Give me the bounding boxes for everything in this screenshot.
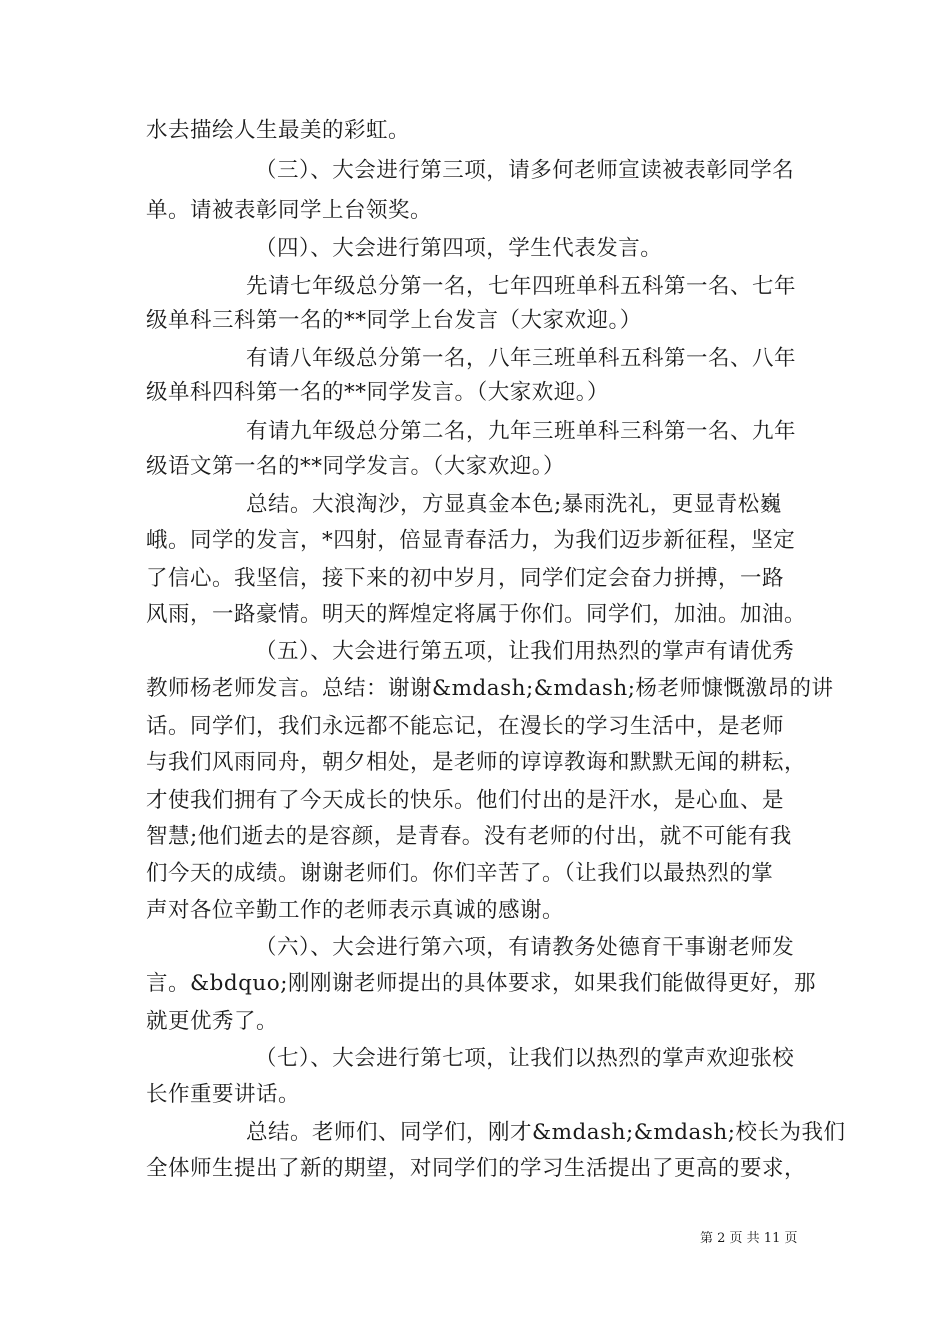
body-line: 有请八年级总分第一名，八年三班单科五科第一名、八年 xyxy=(246,346,797,371)
body-line: 水去描绘人生最美的彩虹。 xyxy=(146,118,411,143)
body-line: 先请七年级总分第一名，七年四班单科五科第一名、七年 xyxy=(246,274,797,299)
body-line: 声对各位辛勤工作的老师表示真诚的感谢。 xyxy=(146,898,565,923)
body-line: 就更优秀了。 xyxy=(146,1009,279,1034)
body-line: 级语文第一名的**同学发言。（大家欢迎。） xyxy=(146,454,566,479)
body-line: 教师杨老师发言。总结：谢谢&mdash;&mdash;杨老师慷慨激昂的讲 xyxy=(146,676,834,701)
body-line: 全体师生提出了新的期望，对同学们的学习生活提出了更高的要求， xyxy=(146,1156,807,1181)
body-line: 才使我们拥有了今天成长的快乐。他们付出的是汗水，是心血、是 xyxy=(146,788,785,813)
body-line: 智慧;他们逝去的是容颜，是青春。没有老师的付出，就不可能有我 xyxy=(146,824,792,849)
body-line: 了信心。我坚信，接下来的初中岁月，同学们定会奋力拼搏，一路 xyxy=(146,566,785,591)
body-line: （六）、大会进行第六项，有请教务处德育干事谢老师发 xyxy=(255,935,795,960)
body-line: 言。&bdquo;刚刚谢老师提出的具体要求，如果我们能做得更好，那 xyxy=(146,971,816,996)
body-line: 级单科三科第一名的**同学上台发言（大家欢迎。） xyxy=(146,308,642,333)
body-line: 级单科四科第一名的**同学发言。（大家欢迎。） xyxy=(146,380,610,405)
body-line: 话。同学们，我们永远都不能忘记，在漫长的学习生活中，是老师 xyxy=(146,714,785,739)
body-line: （三）、大会进行第三项，请多何老师宣读被表彰同学名 xyxy=(255,158,795,183)
body-line: 有请九年级总分第二名，九年三班单科三科第一名、九年 xyxy=(246,419,797,444)
body-line: 总结。大浪淘沙，方显真金本色;暴雨洗礼，更显青松巍 xyxy=(246,492,782,517)
body-line: （七）、大会进行第七项，让我们以热烈的掌声欢迎张校 xyxy=(255,1046,795,1071)
body-line: 风雨，一路豪情。明天的辉煌定将属于你们。同学们，加油。加油。 xyxy=(146,602,807,627)
body-line: 长作重要讲话。 xyxy=(146,1082,301,1107)
body-line: 们今天的成绩。谢谢老师们。你们辛苦了。（让我们以最热烈的掌 xyxy=(146,861,774,886)
body-line: 与我们风雨同舟，朝夕相处，是老师的谆谆教诲和默默无闻的耕耘， xyxy=(146,750,807,775)
body-line: （五）、大会进行第五项，让我们用热烈的掌声有请优秀 xyxy=(255,639,795,664)
body-line: 单。请被表彰同学上台领奖。 xyxy=(146,198,433,223)
body-line: 总结。老师们、同学们，刚才&mdash;&mdash;校长为我们 xyxy=(246,1120,846,1145)
body-line: （四）、大会进行第四项，学生代表发言。 xyxy=(255,236,663,261)
body-line: 峨。同学的发言，*四射，倍显青春活力，为我们迈步新征程，坚定 xyxy=(146,528,796,553)
page-number: 第 2 页 共 11 页 xyxy=(700,1231,798,1246)
